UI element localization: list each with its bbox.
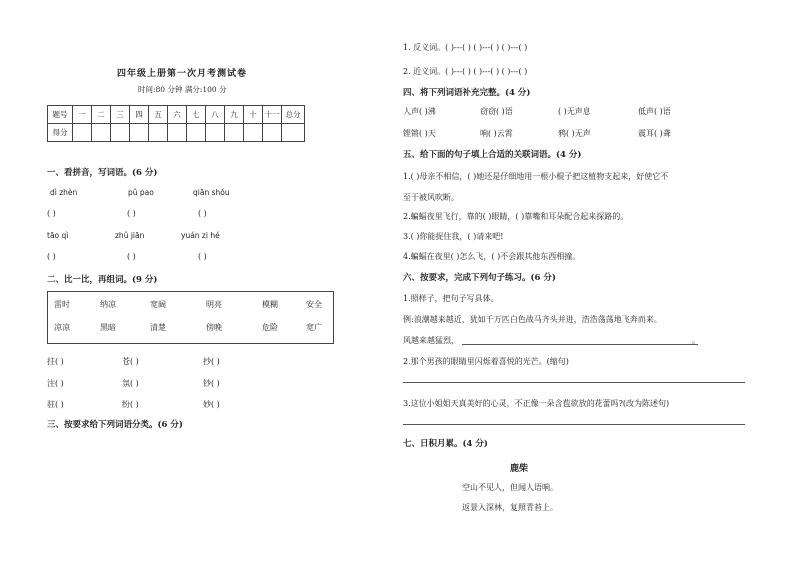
answer-blank[interactable]: ( ): [127, 252, 136, 261]
question-6-3: 3.这位小姐姐天真美好的心灵，不正像一朵含苞欲放的花蕾吗?(改为陈述句): [403, 399, 670, 408]
compare-item[interactable]: 纷( ): [122, 400, 139, 409]
compare-item[interactable]: 妙( ): [203, 400, 220, 409]
pinyin-5: zhǔ jiān: [115, 231, 145, 240]
sentence-3[interactable]: 3.( )你能捉住我，( )请来吧!: [403, 232, 504, 241]
word-bank-item: 明亮: [206, 300, 222, 309]
word-bank-item: 清楚: [150, 323, 166, 332]
score-cell[interactable]: [92, 124, 111, 142]
score-table-header-cell: 二: [92, 106, 111, 124]
score-table-header-cell: 五: [149, 106, 168, 124]
score-table-header-cell: 十一: [263, 106, 282, 124]
score-cell[interactable]: [130, 124, 149, 142]
answer-line[interactable]: [403, 424, 745, 425]
example-sentence: 例:浪潮越来越近，犹如千万匹白色战马齐头并进，浩浩荡荡地飞奔而来。: [403, 315, 662, 324]
word-bank-item: 傍晚: [206, 323, 222, 332]
question-6-1: 1.照样子，把句子写具体。: [403, 294, 499, 303]
section-2-heading: 二、比一比，再组词。(9 分): [47, 275, 158, 285]
word-bank-item: 纳凉: [100, 300, 116, 309]
score-cell[interactable]: [282, 124, 305, 142]
score-cell[interactable]: [149, 124, 168, 142]
question-6-2: 2.那个男孩的眼睛里闪烁着喜悦的光芒。(缩句): [403, 357, 569, 366]
word-bank-item: 雷时: [54, 300, 70, 309]
period-mark: 。: [692, 336, 700, 345]
antonym-line[interactable]: 1. 反义词。( )---( ) ( )---( ) ( )---( ): [403, 43, 528, 52]
score-cell[interactable]: [168, 124, 187, 142]
section-7-heading: 七、日积月累。(4 分): [403, 439, 488, 449]
score-table-header-cell: 十: [244, 106, 263, 124]
sentence-1[interactable]: 1.( )母亲不相信，( )她还是仔细地用一根小棍子把这植物支起来，好使它不: [403, 172, 669, 181]
score-table-header-cell: 一: [73, 106, 92, 124]
answer-blank[interactable]: ( ): [198, 252, 207, 261]
word-bank-item: 模糊: [262, 300, 278, 309]
pinyin-4: tāo qì: [47, 231, 69, 240]
answer-blank[interactable]: ( ): [47, 252, 56, 261]
pinyin-1: dì zhèn: [50, 188, 78, 197]
idiom-blank[interactable]: 人声( )沸: [403, 107, 436, 116]
poem-line-2: 返景入深林，复照青苔上。: [462, 503, 558, 512]
score-cell[interactable]: [187, 124, 206, 142]
score-table-header-cell: 八: [206, 106, 225, 124]
idiom-blank[interactable]: ( )无声息: [558, 107, 591, 116]
idiom-blank[interactable]: 窃窃( )语: [480, 107, 513, 116]
exam-subtitle: 时间:80 分钟 满分:100 分: [138, 85, 227, 94]
idiom-blank[interactable]: 鸦( )无声: [558, 129, 591, 138]
score-table-header-cell: 总分: [282, 106, 305, 124]
word-bank-box: [47, 291, 334, 344]
answer-blank[interactable]: ( ): [47, 209, 56, 218]
section-5-heading: 五、给下面的句子填上合适的关联词语。(4 分): [403, 150, 582, 160]
idiom-blank[interactable]: 响( )云霄: [480, 129, 513, 138]
idiom-blank[interactable]: 低声( )语: [638, 107, 671, 116]
poem-line-1: 空山不见人，但闻人语响。: [462, 483, 558, 492]
section-4-heading: 四、将下列词语补充完整。(4 分): [403, 88, 531, 98]
word-bank-item: 宽阔: [150, 300, 166, 309]
answer-line[interactable]: [462, 344, 698, 345]
section-3-heading: 三、按要求给下列词语分类。(6 分): [47, 420, 183, 430]
score-table-header-row: [48, 106, 305, 124]
word-bank-item: 凉凉: [54, 323, 70, 332]
pinyin-3: qiān shǒu: [193, 188, 230, 197]
answer-blank[interactable]: ( ): [198, 209, 207, 218]
pinyin-6: yuán zi hé: [181, 231, 220, 240]
score-cell[interactable]: [263, 124, 282, 142]
exam-title: 四年级上册第一次月考测试卷: [117, 69, 248, 79]
score-cell[interactable]: [225, 124, 244, 142]
score-table: [47, 105, 305, 142]
compare-item[interactable]: 氛( ): [122, 379, 139, 388]
score-table-header-cell: 六: [168, 106, 187, 124]
score-cell[interactable]: [244, 124, 263, 142]
section-6-heading: 六、按要求，完成下列句子练习。(6 分): [403, 273, 556, 283]
score-cell[interactable]: [73, 124, 92, 142]
sentence-4[interactable]: 4.蝙蝠在夜里( )怎么飞，( )不会跟其他东西相撞。: [403, 252, 581, 261]
pinyin-2: pǔ pao: [128, 188, 154, 197]
poem-title: 鹿柴: [510, 464, 529, 474]
answer-blank[interactable]: ( ): [127, 209, 136, 218]
sentence-1-cont: 至于被风吹断。: [403, 193, 459, 202]
score-table-header-cell: 三: [111, 106, 130, 124]
compare-item[interactable]: 拄( ): [47, 357, 64, 366]
score-table-header-cell: 七: [187, 106, 206, 124]
score-table-header-cell: 九: [225, 106, 244, 124]
compare-item[interactable]: 驻( ): [47, 400, 64, 409]
score-table-header-cell: 题号: [48, 106, 73, 124]
idiom-blank[interactable]: 震耳( )聋: [638, 129, 671, 138]
word-bank-item: 安全: [306, 300, 322, 309]
compare-item[interactable]: 注( ): [47, 379, 64, 388]
synonym-line[interactable]: 2. 近义词。( )---( ) ( )---( ) ( )---( ): [403, 67, 528, 76]
score-table-row-label: 得分: [48, 124, 73, 142]
idiom-blank[interactable]: 铿锵( )天: [403, 129, 436, 138]
answer-line[interactable]: [403, 382, 745, 383]
prompt-sentence: 风越来越猛烈，: [403, 336, 459, 345]
compare-item[interactable]: 抄( ): [203, 357, 220, 366]
score-table-score-row: [48, 124, 305, 142]
sentence-2[interactable]: 2.蝙蝠夜里飞行，靠的( )眼睛，( )靠嘴和耳朵配合起来探路的。: [403, 212, 629, 221]
word-bank-item: 黑暗: [100, 323, 116, 332]
score-table-header-cell: 四: [130, 106, 149, 124]
word-bank-item: 危险: [262, 323, 278, 332]
compare-item[interactable]: 苍( ): [122, 357, 139, 366]
score-cell[interactable]: [111, 124, 130, 142]
score-cell[interactable]: [206, 124, 225, 142]
section-1-heading: 一、看拼音，写词语。(6 分): [47, 168, 158, 178]
compare-item[interactable]: 钞( ): [203, 379, 220, 388]
word-bank-item: 宽广: [306, 323, 322, 332]
